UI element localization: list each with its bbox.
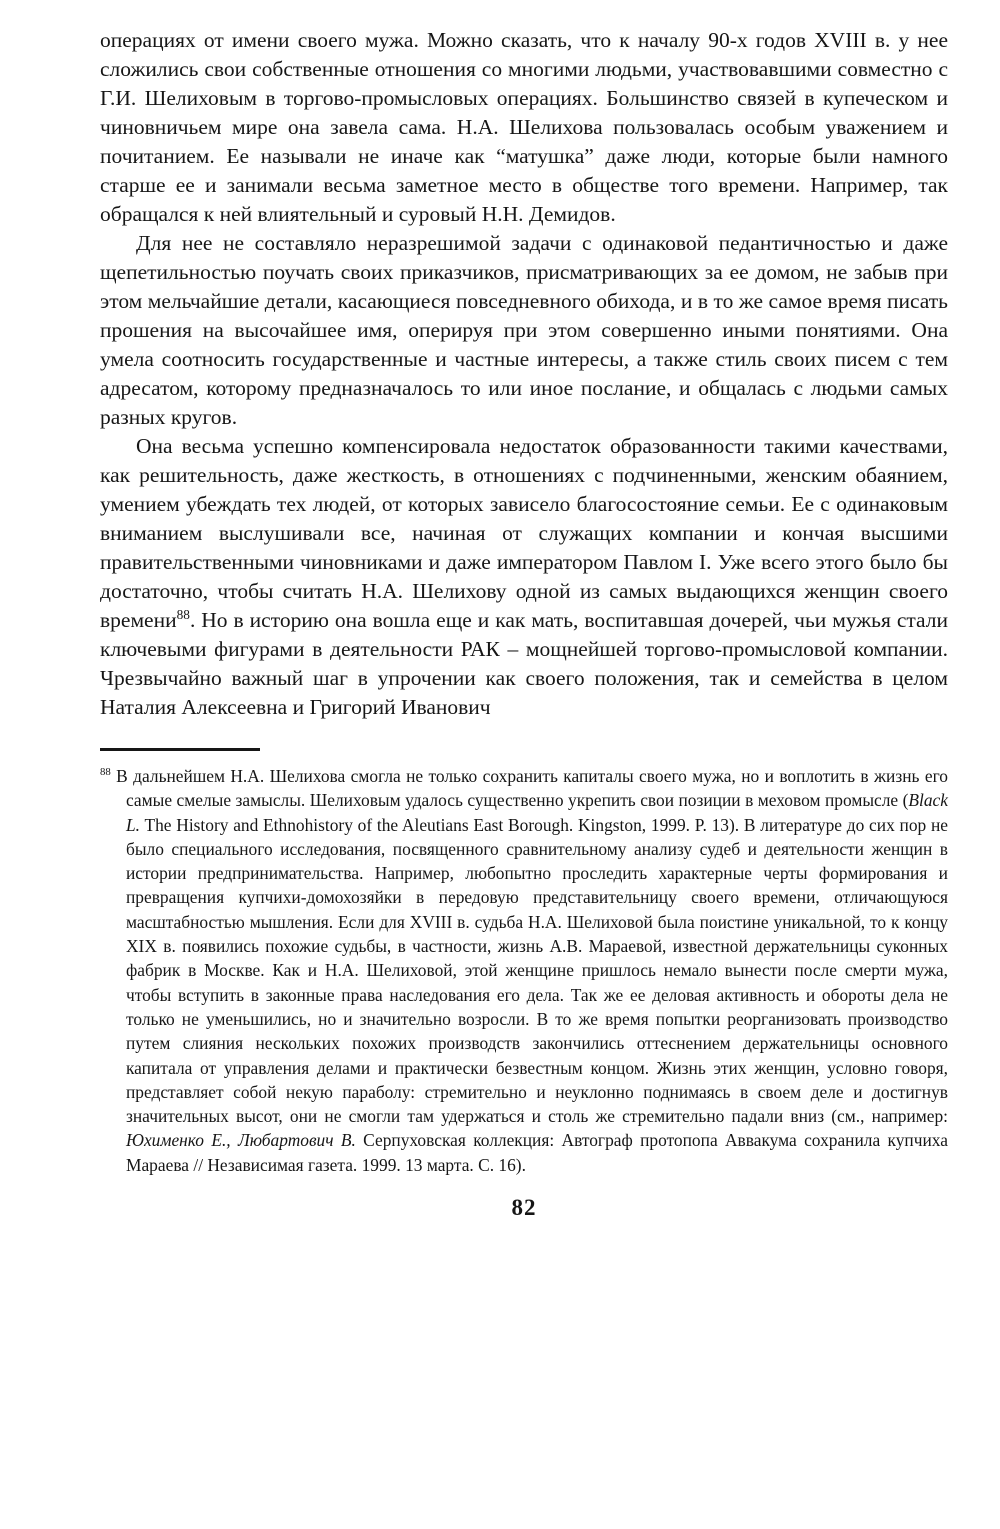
footnote-88 <box>100 764 948 1177</box>
text-run: . Но в историю она вошла еще и как мать, воспитавшая дочерей, чьи мужья стали ключевыми фигурами в деятельности РАК – мощнейшей торгово-промысловой компании. Чрезвычайно важный шаг в упрочении как своего положения, так и семейства в целом Наталия Алексеевна и Григорий Иванович <box>100 608 948 719</box>
page-number: 82 <box>511 1195 537 1221</box>
footnote-separator-rule <box>100 748 260 751</box>
text-run: В дальнейшем Н.А. Шелихова смогла не только сохранить капиталы своего мужа, но и воплотить в жизнь его самые смелые замыслы. Шелиховым удалось существенно укрепить свои позиции в меховом промысле ( <box>110 766 948 811</box>
superscript-run: 88 <box>100 766 111 779</box>
italic-run: Black L. <box>126 790 948 835</box>
text-run: The History and Ethnohistory of the Aleutians East Borough. Kingston, 1999. P. 13). В литературе до сих пор не было специального исследования, посвященного сравнительному анализу судеб и деятельности женщин в истории предпринимательства. Например, любопытно проследить характерные черты формирования и превращения купчихи-домохозяйки в передовую представительницу своего времени, отличающуюся масштабностью мышления. Если для XVIII в. судьба Н.А. Шелиховой была поистине уникальной, то к концу XIX в. появились похожие судьбы, в частности, жизнь А.В. Мараевой, известной держательницы суконных фабрик в Москве. Как и Н.А. Шелиховой, этой женщине пришлось немало вынести после смерти мужа, чтобы вступить в законные права наследования его дела. Так же ее деловая активность и обороты дела не только не уменьшились, но и значительно возросли. В то же время попытки реорганизовать производство путем слияния нескольких похожих производств закончились оттеснением держательницы основного капитала от управления делами и практически безвестным концом. Жизнь этих женщин, условно говоря, представляет собой некую параболу: стремительно и неуклонно поднимаясь в своем деле и достигнув значительных высот, они не смогли там удержаться и столь же стремительно падали вниз (см., например: <box>126 814 948 1127</box>
main-text-block <box>100 26 948 722</box>
text-run: Серпуховская коллекция: Автограф протопопа Аввакума сохранила купчиха Мараева // Независимая газета. 1999. 13 марта. С. 16). <box>126 1130 948 1175</box>
superscript-run: 88 <box>176 606 190 622</box>
text-run: Она весьма успешно компенсировала недостаток образованности такими качествами, как решительность, даже жесткость, в отношениях с подчиненными, женским обаянием, умением убеждать тех людей, от которых зависело благосостояние семьи. Ее с одинаковым вниманием выслушивали все, начиная от служащих компании и кончая высшими правительственными чиновниками и даже императором Павлом I. Уже всего этого было бы достаточно, чтобы считать Н.А. Шелихову одной из самых выдающихся женщин своего времени <box>100 434 948 632</box>
paragraph-continuation <box>100 26 948 229</box>
paragraph-3 <box>100 432 948 722</box>
text-run: операциях от имени своего мужа. Можно сказать, что к началу 90-х годов XVIII в. у нее сложились свои собственные отношения со многими людьми, участвовавшими совместно с Г.И. Шелиховым в торгово-промысловых операциях. Большинство связей в купеческом и чиновничьем мире она завела сама. Н.А. Шелихова пользовалась особым уважением и почитанием. Ее называли не иначе как “матушка” даже люди, которые были намного старше ее и занимали весьма заметное место в обществе того времени. Например, так обращался к ней влиятельный и суровый Н.Н. Демидов. <box>100 28 948 226</box>
paragraph-2 <box>100 229 948 432</box>
italic-run: Юхименко Е., Любартович В. <box>126 1130 356 1151</box>
text-run: Для нее не составляло неразрешимой задачи с одинаковой педантичностью и даже щепетильностью поучать своих приказчиков, присматривающих за ее домом, не забыв при этом мельчайшие детали, касающиеся повседневного обихода, и в то же самое время писать прошения на высочайшее имя, оперируя при этом совершенно иными понятиями. Она умела соотносить государственные и частные интересы, а также стиль своих писем с тем адресатом, которому предназначалось то или иное послание, и общалась с людьми самых разных кругов. <box>100 231 948 429</box>
